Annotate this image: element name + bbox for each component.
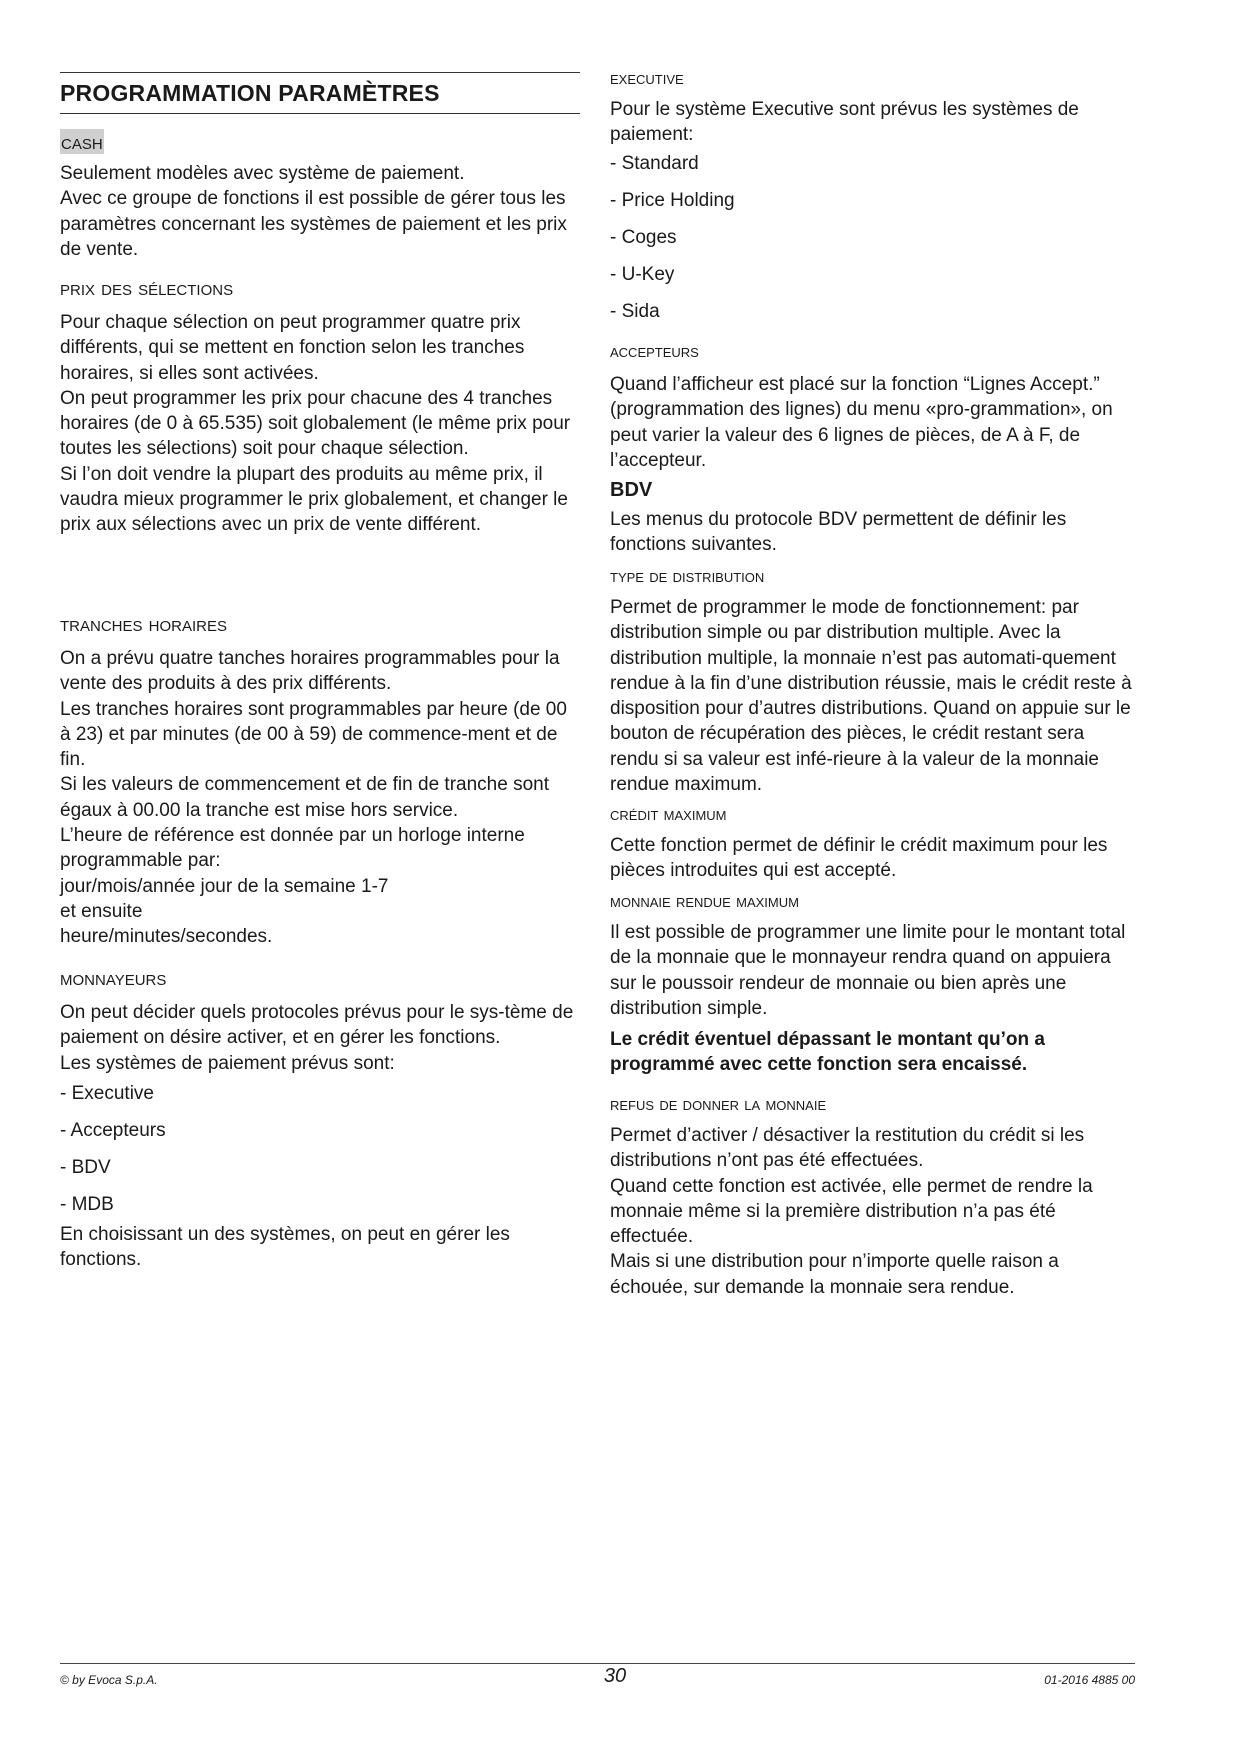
list-item: - Coges — [610, 226, 677, 248]
section-bdv — [610, 479, 1135, 558]
executive-heading: executive — [610, 68, 684, 89]
cash-heading-text: cash — [61, 129, 103, 154]
section-prix — [60, 276, 580, 538]
page-number: 30 — [603, 1665, 627, 1687]
section-type-distribution — [610, 566, 1135, 797]
section-refus — [610, 1094, 1135, 1300]
tranches-heading: tranches horaires — [60, 611, 227, 636]
prix-text: Pour chaque sélection on peut programmer quatre prix différents, qui se mettent en fonction selon les tranches horaires, si elles sont activées. On peut programmer les prix pour chacune des 4 tranches horaires (de 0 à 65.535) soit globalement (le même prix pour toutes les sélections) soit pour chaque sélection. Si l’on doit vendre la plupart des produits au même prix, il vaudra mieux programmer le prix globalement, et changer le prix aux sélections avec un prix de vente différent. — [60, 312, 571, 536]
monnaie-heading: monnaie rendue maximum — [610, 891, 799, 912]
cash-text: Seulement modèles avec système de paiement. Avec ce groupe de fonctions il est possible de gérer tous les paramètres concernant les systèmes de paiement et les prix de vente. — [60, 163, 567, 260]
list-item: - Standard — [610, 152, 699, 174]
section-tranches — [60, 612, 580, 950]
type-text: Permet de programmer le mode de fonctionnement: par distribution simple ou par distribution multiple. Avec la distribution multiple, la monnaie n’est pas automati-quement rendue à la fin d’une distribution réussie, mais le crédit reste à disposition pour d’autres distributions. Quand on appuie sur le bouton de récupération des pièces, le crédit restant sera rendu si sa valeur est infé-rieure à la valeur de la monnaie rendue maximum. — [610, 597, 1132, 796]
executive-list — [610, 151, 1135, 324]
bdv-text: Les menus du protocole BDV permettent de définir les fonctions suivantes. — [610, 509, 1067, 556]
section-credit-maximum — [610, 804, 1135, 884]
refus-text: Permet d’activer / désactiver la restitution du crédit si les distributions n’ont pas été effectuées. Quand cette fonction est activée, elle permet de rendre la monnaie même si la première distribution n’a pas été effectuée. Mais si une distribution pour n’importe quelle raison a échouée, sur demande la monnaie sera rendue. — [610, 1125, 1093, 1298]
prix-heading: prix des sélections — [60, 275, 234, 300]
bdv-heading: BDV — [610, 479, 653, 501]
list-item: - Executive — [60, 1082, 154, 1104]
list-item: - Price Holding — [610, 189, 735, 211]
monnayeurs-list — [60, 1081, 580, 1217]
list-item: - U-Key — [610, 263, 675, 285]
section-monnaie-rendue — [610, 891, 1135, 1078]
footer-copyright: © by Evoca S.p.A. — [60, 1673, 158, 1687]
section-executive — [610, 68, 1135, 324]
list-item: - MDB — [60, 1193, 114, 1215]
accepteurs-heading: accepteurs — [610, 341, 699, 362]
footer-divider — [60, 1663, 1135, 1664]
doc-code: 01-2016 4885 00 — [1044, 1673, 1135, 1687]
page-title: PROGRAMMATION PARAMÈTRES — [60, 72, 580, 114]
monnaie-warning: Le crédit éventuel dépassant le montant qu’on a programmé avec cette fonction sera encaissé. — [610, 1029, 1045, 1076]
monnayeurs-end-text: En choisissant un des systèmes, on peut en gérer les fonctions. — [60, 1223, 510, 1271]
accepteurs-text: Quand l’afficheur est placé sur la fonction “Lignes Accept.” (programmation des lignes) du menu «pro-grammation», on peut varier la valeur des 6 lignes de pièces, de A à F, de l’accepteur. — [610, 374, 1113, 471]
cash-heading — [60, 130, 580, 154]
section-cash — [60, 130, 580, 262]
executive-text: Pour le système Executive sont prévus les systèmes de paiement: — [610, 99, 1079, 146]
section-monnayeurs — [60, 966, 580, 1272]
credit-heading: crédit maximum — [610, 804, 727, 825]
section-accepteurs — [610, 341, 1135, 473]
list-item: - BDV — [60, 1156, 111, 1178]
monnayeurs-heading: monnayeurs — [60, 965, 167, 990]
refus-heading: refus de donner la monnaie — [610, 1094, 827, 1115]
monnayeurs-text: On peut décider quels protocoles prévus pour le sys-tème de paiement on désire activer, et en gérer les fonctions. Les systèmes de paiement prévus sont: — [60, 1002, 574, 1074]
tranches-text: On a prévu quatre tanches horaires programmables pour la vente des produits à des prix différents. Les tranches horaires sont programmables par heure (de 00 à 23) et par minutes (de 00 à 59) de commence-ment et de fin. Si les valeurs de commencement et de fin de tranche sont égaux à 00.00 la tranche est mise hors service. L’heure de référence est donnée par un horloge interne programmable par: jour/mois/année jour de la semaine 1-7 et ensuite heure/minutes/secondes. — [60, 648, 567, 948]
list-item: - Sida — [610, 300, 660, 322]
type-heading: type de distribution — [610, 566, 765, 587]
credit-text: Cette fonction permet de définir le crédit maximum pour les pièces introduites qui est accepté. — [610, 835, 1108, 882]
list-item: - Accepteurs — [60, 1119, 166, 1141]
monnaie-text: Il est possible de programmer une limite pour le montant total de la monnaie que le monnayeur rendra quand on appuiera sur le poussoir rendeur de monnaie ou bien après une distribution simple. — [610, 922, 1126, 1019]
